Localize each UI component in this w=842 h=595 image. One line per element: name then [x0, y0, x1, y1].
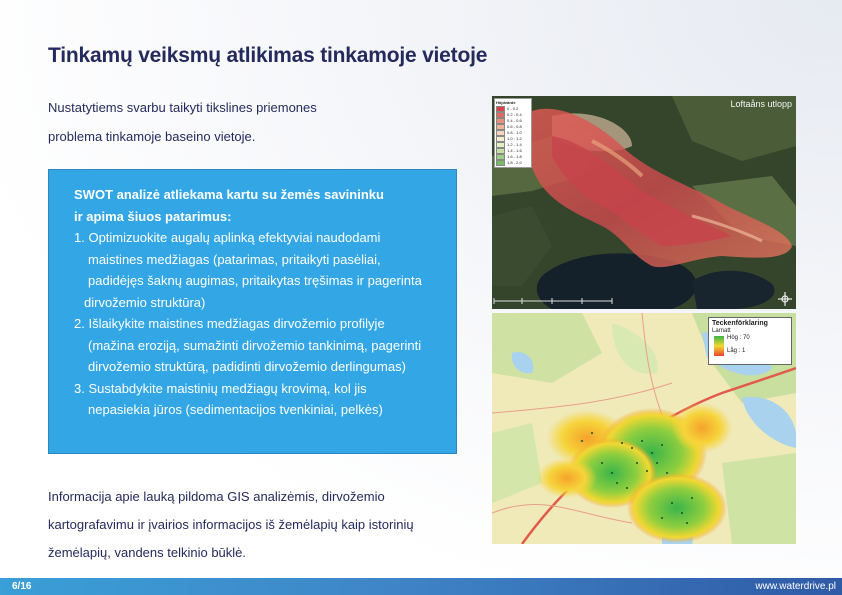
- legend-label: 0.2 - 0.4: [507, 111, 522, 117]
- heat-legend-ramp: [714, 336, 724, 356]
- legend-label: 0.6 - 0.8: [507, 123, 522, 129]
- legend-title: Höjdvärde: [496, 100, 516, 105]
- swot-heading: SWOT analizė atliekama kartu su žemės savininku: [74, 187, 384, 202]
- heat-legend-low: Låg : 1: [727, 348, 746, 354]
- map-legend: [494, 98, 532, 168]
- heat-legend-title: Teckenförklaring: [712, 320, 768, 327]
- swot-item-2: 2. Išlaikykite maistines medžiagas dirvožemio profilyje: [74, 316, 385, 331]
- legend-label: 0.4 - 0.6: [507, 117, 522, 123]
- swot-item-3: nepasiekia jūros (sedimentacijos tvenkiniai, pelkės): [88, 402, 383, 417]
- page-number: 6/16: [12, 581, 32, 592]
- legend-label: 1.2 - 1.4: [507, 141, 522, 147]
- outro-line: žemėlapių, vandens telkinio būklė.: [48, 545, 247, 560]
- outro-line: kartografavimu ir įvairios informacijos iš žemėlapių kaip istorinių: [48, 517, 414, 532]
- footer-bar: [0, 578, 842, 595]
- footer-url[interactable]: www.waterdrive.pl: [755, 581, 836, 592]
- intro-line: problema tinkamoje baseino vietoje.: [48, 129, 256, 144]
- heat-legend-high: Hög : 70: [727, 335, 750, 341]
- swot-item-1: 1. Optimizuokite augalų aplinką efektyviai naudodami: [74, 230, 381, 245]
- outro-text: [48, 483, 468, 567]
- swot-item-1: padidėjęs šaknų augimas, pritaikytas tręšimas ir pagerinta: [88, 273, 422, 288]
- intro-text: [48, 93, 388, 151]
- swot-heading: ir apima šiuos patarimus:: [74, 208, 232, 224]
- legend-label: 1.4 - 1.6: [507, 147, 522, 153]
- legend-label: 1.8 - 2.0: [507, 159, 522, 165]
- legend-swatch: [496, 160, 505, 166]
- heat-legend-sub: Larnatt: [712, 328, 731, 334]
- outro-line: Informacija apie lauką pildoma GIS analizėmis, dirvožemio: [48, 489, 385, 504]
- legend-label: 0 - 0.2: [507, 105, 519, 111]
- swot-item-2: dirvožemio struktūrą, padidinti dirvožemio derlingumas): [88, 359, 406, 374]
- legend-label: 1.0 - 1.2: [507, 135, 522, 141]
- map-corner-label: Loftaåns utlopp: [730, 99, 792, 109]
- swot-item-1: maistines medžiagas (patarimas, pritaikyti pasėliai,: [88, 251, 381, 267]
- heat-map: [492, 313, 796, 544]
- swot-item-1: dirvožemio struktūra): [84, 294, 206, 310]
- swot-item-2: (mažina eroziją, sumažinti dirvožemio tankinimą, pagerinti: [88, 337, 422, 353]
- swot-box: [48, 169, 457, 454]
- intro-line: Nustatytiems svarbu taikyti tikslines priemones: [48, 100, 317, 115]
- legend-item: [496, 160, 530, 166]
- legend-label: 0.8 - 1.0: [507, 129, 522, 135]
- page-title: Tinkamų veiksmų atlikimas tinkamoje vietoje: [48, 44, 488, 67]
- swot-item-3: 3. Sustabdykite maistinių medžiagų krovimą, kol jis: [74, 380, 367, 396]
- elevation-map: [492, 96, 796, 309]
- heat-legend: [708, 317, 792, 365]
- legend-label: 1.6 - 1.8: [507, 153, 522, 159]
